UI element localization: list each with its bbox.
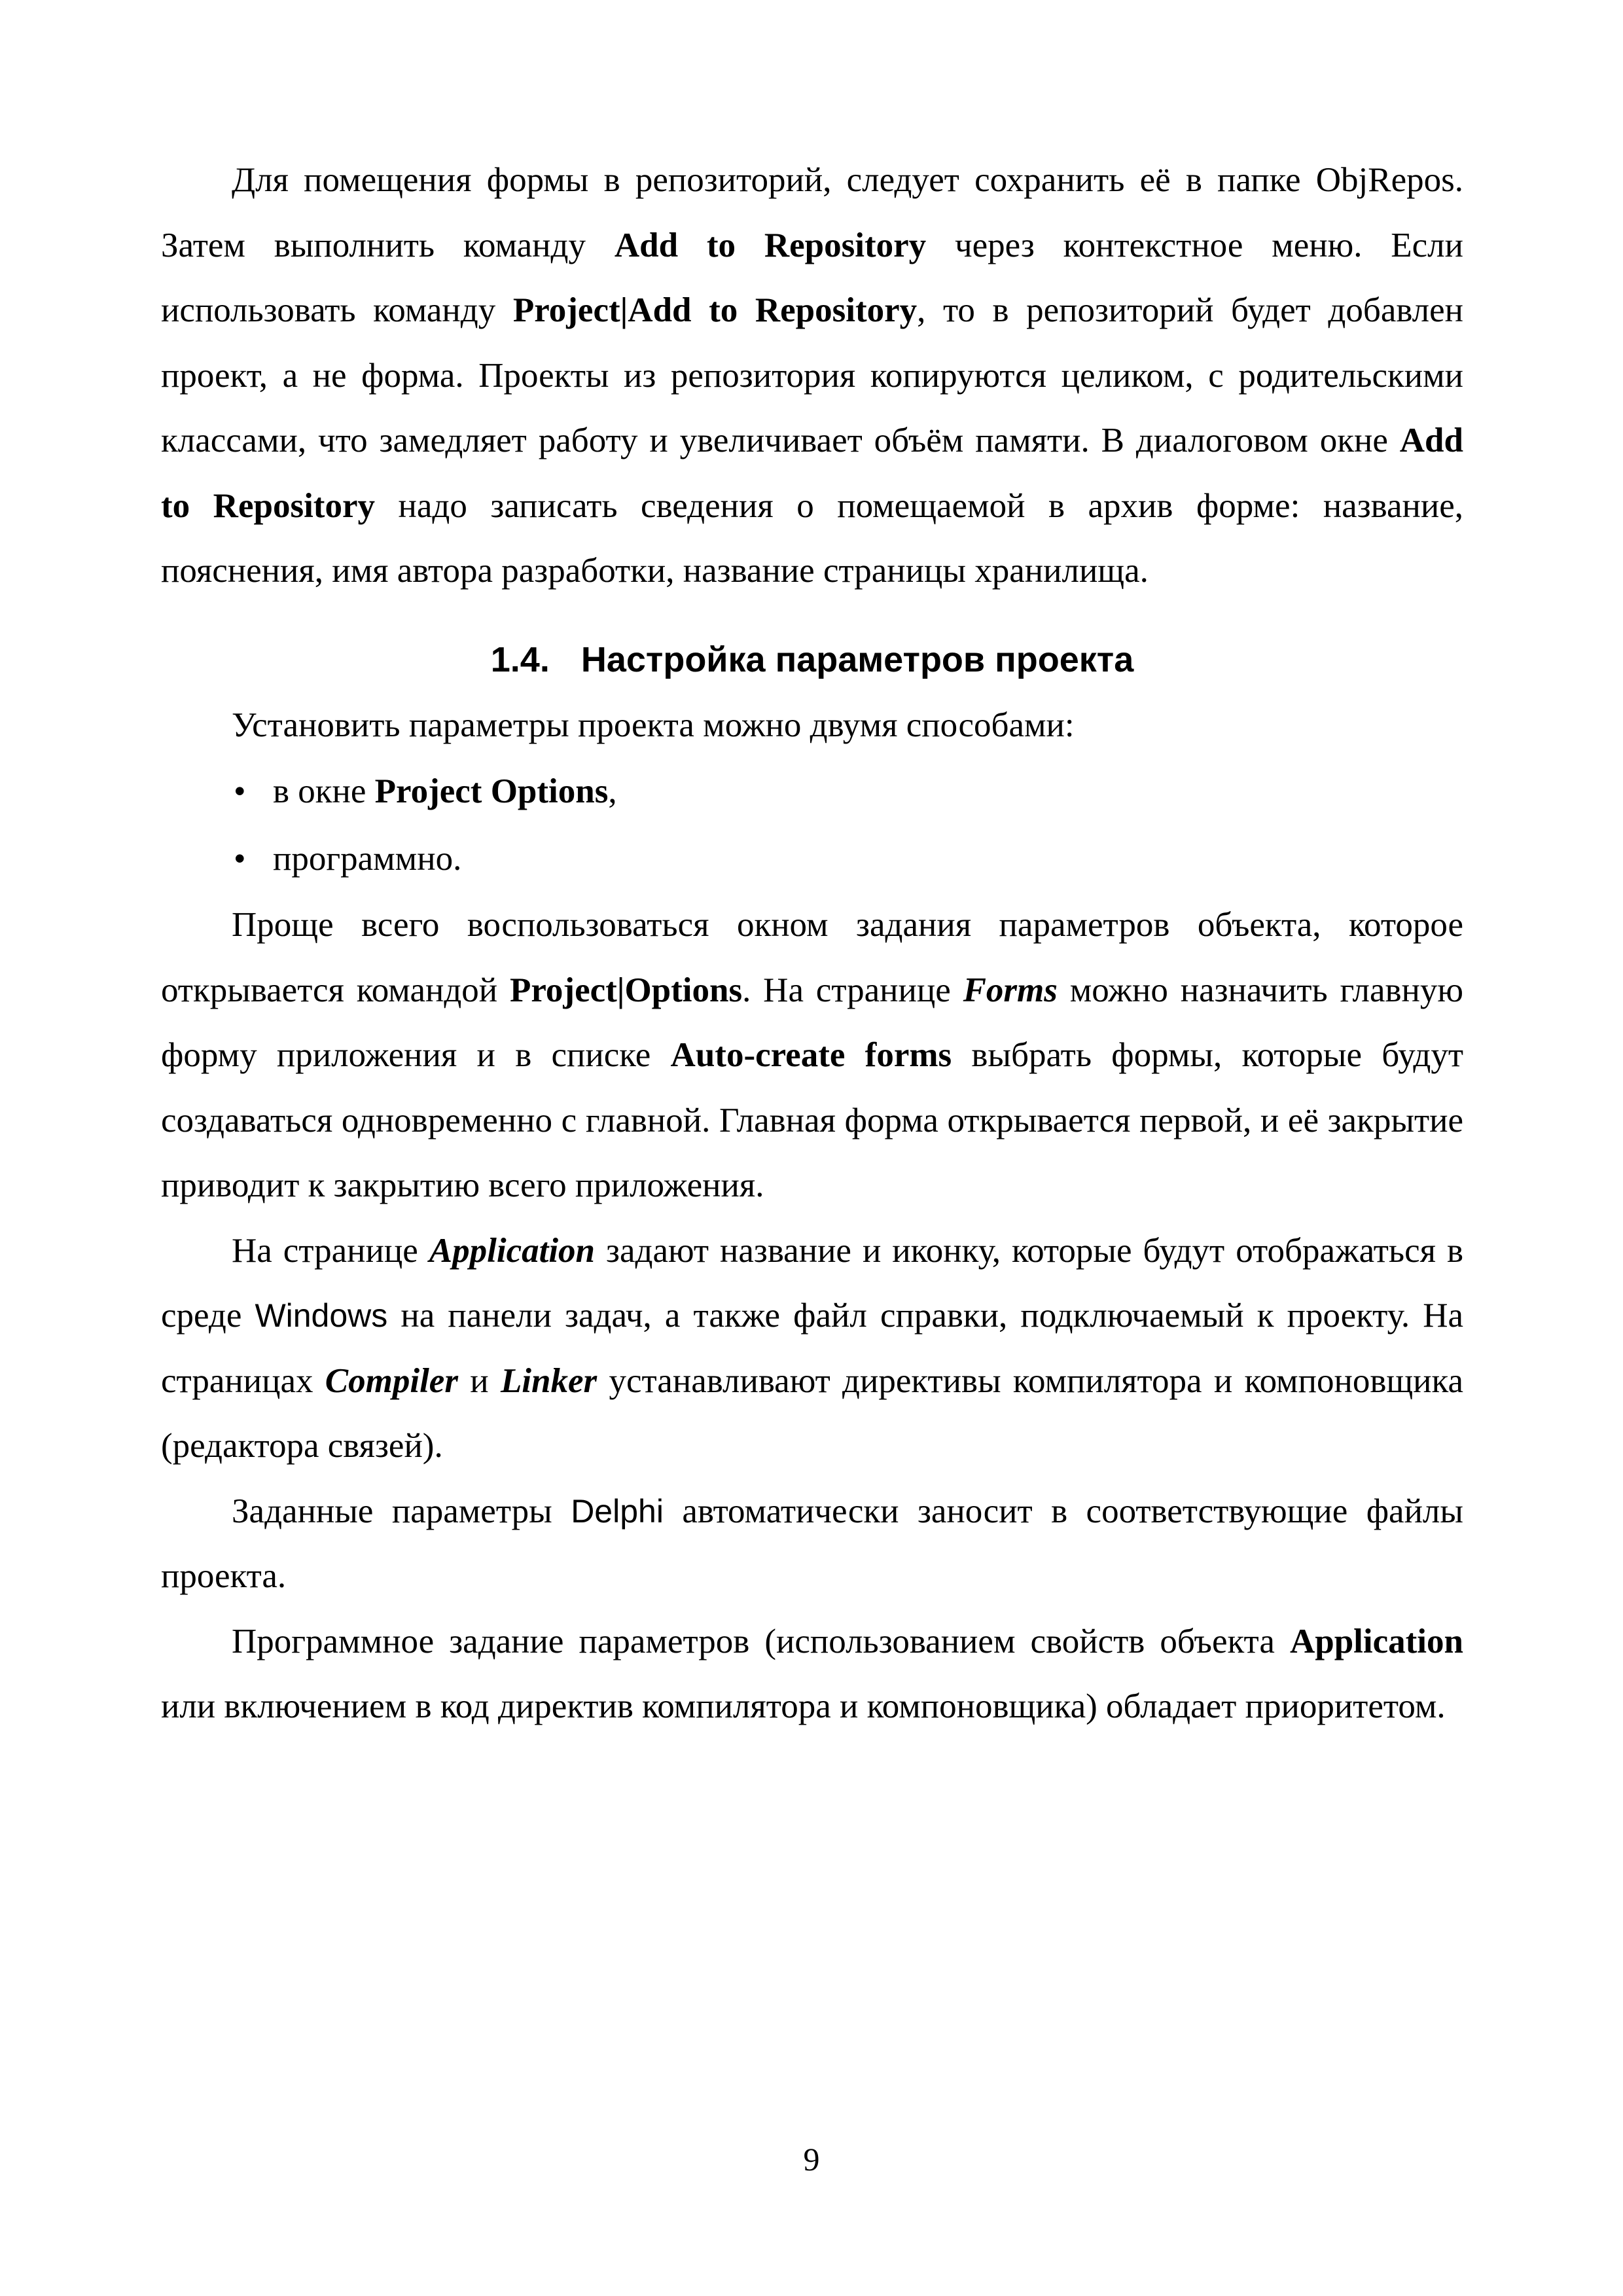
bullet-icon: • — [234, 772, 246, 810]
term-add-to-repository-dialog: Add to Repository — [161, 422, 1463, 525]
text-run: и — [457, 1361, 501, 1400]
text-run: надо записать сведения о помещаемой в архив форме: название, пояснения, имя автора разработки, название страницы хранилища. — [161, 486, 1463, 590]
text-run: . На странице — [742, 971, 963, 1009]
term-linker: Linker — [500, 1361, 597, 1400]
term-project-options: Project Options — [374, 772, 609, 810]
term-project-options-command: Project|Options — [509, 971, 743, 1009]
text-run: задают название и иконку, которые будут отображаться в среде — [161, 1231, 1463, 1335]
text-run: на панели задач, а также файл справки, подключаемый к проекту. На страницах — [161, 1297, 1463, 1400]
text-run: через контекстное меню. Если использовать команду — [161, 226, 1463, 329]
paragraph-repository — [161, 148, 1463, 604]
term-application-object: Application — [1289, 1622, 1463, 1660]
list-item — [161, 758, 1463, 825]
text-run: , — [608, 772, 617, 810]
paragraph-ways: Установить параметры проекта можно двумя способами: — [232, 706, 1075, 744]
bullet-icon: • — [234, 840, 246, 878]
text-run: На странице — [232, 1231, 429, 1270]
section-heading — [161, 604, 1463, 693]
paragraph-delphi-params — [161, 1479, 1463, 1609]
text-run: можно назначить главную форму приложения и в списке — [161, 971, 1463, 1074]
text-run: Программное задание параметров (использованием свойств объекта — [232, 1622, 1290, 1660]
term-project-add-to-repository: Project|Add to Repository — [512, 291, 918, 329]
term-windows: Windows — [255, 1297, 388, 1334]
text-run: Заданные параметры — [232, 1492, 571, 1530]
text-run: автоматически заносит в соответствующие файлы проекта. — [161, 1492, 1463, 1595]
bullet-list — [161, 758, 1463, 893]
term-compiler: Compiler — [325, 1361, 458, 1400]
term-auto-create-forms: Auto-create forms — [670, 1036, 952, 1074]
term-add-to-repository: Add to Repository — [614, 226, 927, 264]
term-delphi: Delphi — [571, 1492, 664, 1530]
text-run: Проще всего воспользоваться окном задания параметров объекта, которое открывается командой — [161, 906, 1463, 1009]
paragraph-programmatic — [161, 1609, 1463, 1740]
section-title: Настройка параметров проекта — [580, 639, 1134, 679]
text-run: устанавливают директивы компилятора и компоновщика (редактора связей). — [161, 1361, 1463, 1465]
text-run: или включением в код директив компилятора и компоновщика) обладает приоритетом. — [161, 1687, 1446, 1725]
term-application-page: Application — [429, 1231, 596, 1270]
text-run: в окне — [273, 772, 375, 810]
text-run: Для помещения формы в репозиторий, следует сохранить её в папке ObjRepos. Затем выполнить команду — [161, 161, 1463, 264]
document-page — [161, 148, 1463, 1740]
text-run: выбрать формы, которые будут создаваться одновременно с главной. Главная форма открывается первой, и её закрытие приводит к закрытию всего приложения. — [161, 1036, 1463, 1204]
paragraph-application-page — [161, 1219, 1463, 1479]
text-run: программно. — [273, 840, 462, 878]
section-number: 1.4. — [490, 639, 550, 679]
list-item — [161, 825, 1463, 893]
page-number: 9 — [803, 2141, 820, 2178]
text-run: , то в репозиторий будет добавлен проект, а не форма. Проекты из репозитория копируются целиком, с родительскими классами, что замедляет работу и увеличивает объём памяти. В диалоговом окне — [161, 291, 1464, 459]
paragraph-project-options — [161, 893, 1463, 1219]
term-forms: Forms — [963, 971, 1058, 1009]
